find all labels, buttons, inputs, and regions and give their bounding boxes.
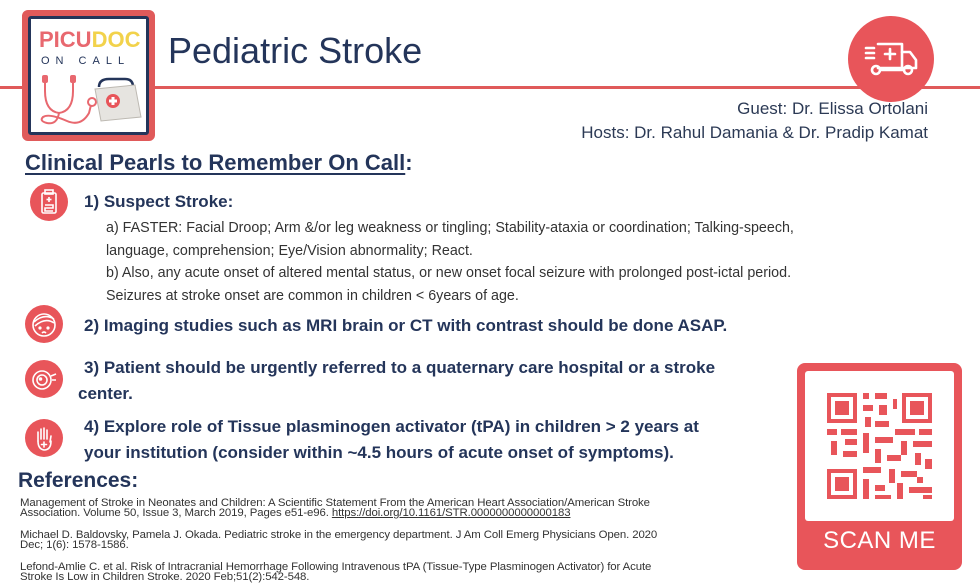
section-heading: Clinical Pearls to Remember On Call: (25, 150, 413, 175)
pearl-4-text: 4) Explore role of Tissue plasminogen activator (tPA) in children > 2 years at your institution (consider within ~4.5 hours of acute onset of symptoms). (84, 417, 699, 462)
hosts-line: Hosts: Dr. Rahul Damania & Dr. Pradip Kamat (581, 123, 928, 142)
qr-code-card[interactable] (797, 363, 962, 570)
reference-1: Management of Stroke in Neonates and Children: A Scientific Statement From the American Heart Association/American Stroke Association. Volume 50, Issue 3, March 2019, Pages e51-e96. https://doi.org/10.1161/STR.0000000000000183 (20, 497, 650, 519)
ambulance-badge (848, 16, 934, 102)
head-injury-icon (25, 305, 63, 343)
logo-wordmark: PICUDOC (39, 27, 141, 52)
episode-credits (581, 97, 928, 145)
logo-subtitle: ON CALL (41, 55, 131, 67)
stethoscope-medkit-icon (37, 73, 149, 131)
guest-line: Guest: Dr. Elissa Ortolani (737, 99, 928, 118)
pearl-3-text: 3) Patient should be urgently referred to a quaternary care hospital or a stroke center. (78, 358, 716, 403)
qr-code-icon (805, 371, 954, 521)
doi-link[interactable]: https://doi.org/10.1161/STR.0000000000000183 (331, 507, 571, 519)
references-heading: References: (18, 469, 139, 492)
page-title: Pediatric Stroke (168, 30, 423, 71)
hand-icon (25, 419, 63, 457)
reference-3: Lefond-Amlie C. et al. Risk of Intracranial Hemorrhage Following Intravenous tPA (Tissue-Type Plasminogen Activator) for Acute Stroke Is Low in Children Stroke. 2020 Feb;51(2):542-548. (20, 561, 652, 583)
pearl-1-body: a) FASTER: Facial Droop; Arm &/or leg weakness or tingling; Stability-ataxia or coordination; Talking-speech, language, comprehension; Eye/Vision abnormality; React. b) Also, any acute onset of altered mental status, or new onset focal seizure with prolonged post-ictal period. Seizures at stroke onset are common in children < 6years of age. (106, 220, 794, 304)
pearl-2-text: 2) Imaging studies such as MRI brain or CT with contrast should be done ASAP. (84, 316, 728, 335)
ambulance-icon (848, 16, 934, 102)
qr-code[interactable] (805, 371, 954, 521)
picudoc-logo (22, 10, 155, 141)
reference-2: Michael D. Baldovsky, Pamela J. Okada. Pediatric stroke in the emergency department. J Am Coll Emerg Physicians Open. 2020 Dec; 1(6): 1578-1586. (20, 529, 658, 551)
pearl-1-heading: 1) Suspect Stroke: (84, 192, 234, 211)
eye-icon (25, 360, 63, 398)
scan-me-label: SCAN ME (823, 527, 936, 554)
clipboard-icon (30, 183, 68, 221)
